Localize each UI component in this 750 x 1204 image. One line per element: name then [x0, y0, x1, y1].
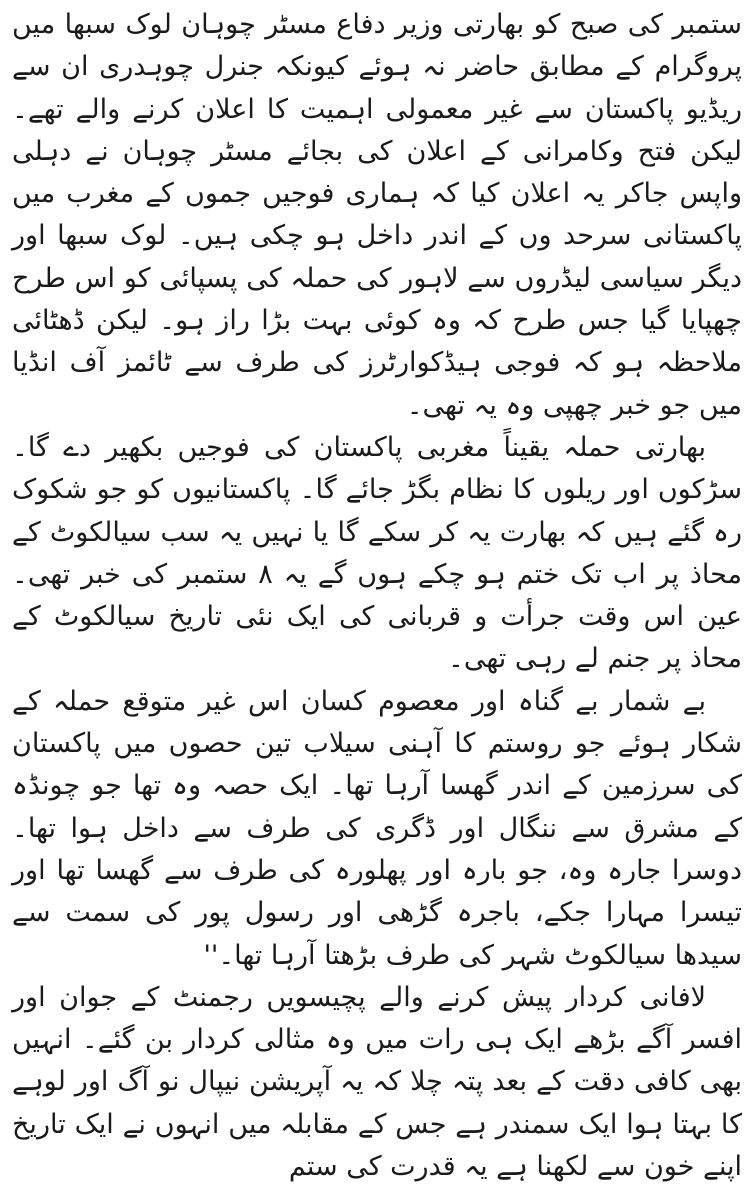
paragraph-1: ستمبر کی صبح کو بھارتی وزیر دفاع مسٹر چوہان لوک سبھا میں پروگرام کے مطابق حاضر نہ ہوئے کیونکہ جنرل چوہدری ان سے ریڈیو پاکستان سے غیر معمولی اہمیت کا اعلان کرنے والے تھے۔ لیکن فتح وکامرانی کے اعلان کی بجائے مسٹر چوہان نے دہلی واپس جاکر یہ اعلان کیا کہ ہماری فوجیں جموں کے مغرب میں پاکستانی سرحد وں کے اندر داخل ہو چکی ہیں۔ لوک سبھا اور دیگر سیاسی لیڈروں سے لاہور کی حملہ کی پسپائی کو اس طرح چھپایا گیا جس طرح کہ وہ کوئی بہت بڑا راز ہو۔ لیکن ڈھٹائی ملاحظہ ہو کہ فوجی ہیڈکوارٹرز کی طرف سے ٹائمز آف انڈیا میں جو خبر چھپی وہ یہ تھی۔ — [12, 9, 742, 421]
paragraph-3: بے شمار بے گناہ اور معصوم کسان اس غیر متوقع حملہ کے شکار ہوئے جو روستم کا آہنی سیلاب تین حصوں میں پاکستان کی سرزمین کے اندر گھسا آرہا تھا۔ ایک حصہ وہ تھا جو چونڈہ کے مشرق سے ننگال اور ڈگری کی طرف سے داخل ہوا تھا۔ دوسرا جارہ وہ، جو بارہ اور پھلورہ کی طرف سے گھسا تھا اور تیسرا مہارا جکے، باجرہ گڑھی اور رسول پور کی سمت سے سیدھا سیالکوٹ شہر کی طرف بڑھتا آرہا تھا۔'' — [12, 685, 742, 971]
paragraph-2: بھارتی حملہ یقیناً مغربی پاکستان کی فوجیں بکھیر دے گا۔ سڑکوں اور ریلوں کا نظام بگڑ جائے گا۔ پاکستانیوں کو جو شکوک رہ گئے ہیں کہ بھارت یہ کر سکے گا یا نہیں یہ سب سیالکوٹ کے محاذ پر اب تک ختم ہو چکے ہوں گے یہ ۸ ستمبر کی خبر تھی۔ عین اس وقت جرأت و قربانی کی ایک نئی تاریخ سیالکوٹ کے محاذ پر جنم لے رہی تھی۔ — [12, 431, 742, 675]
paragraph-4: لافانی کردار پیش کرنے والے پچیسویں رجمنٹ کے جوان اور افسر آگے بڑھے ایک ہی رات میں وہ مثالی کردار بن گئے۔ انہیں بھی کافی دقت کے بعد پتہ چلا کہ یہ آپریشن نیپال نو آگ اور لوہے کا بہتا ہوا ایک سمندر ہے جس کے مقابلہ میں انہوں نے ایک تاریخ اپنے خون سے لکھنا ہے یہ قدرت کی ستم — [12, 981, 742, 1183]
